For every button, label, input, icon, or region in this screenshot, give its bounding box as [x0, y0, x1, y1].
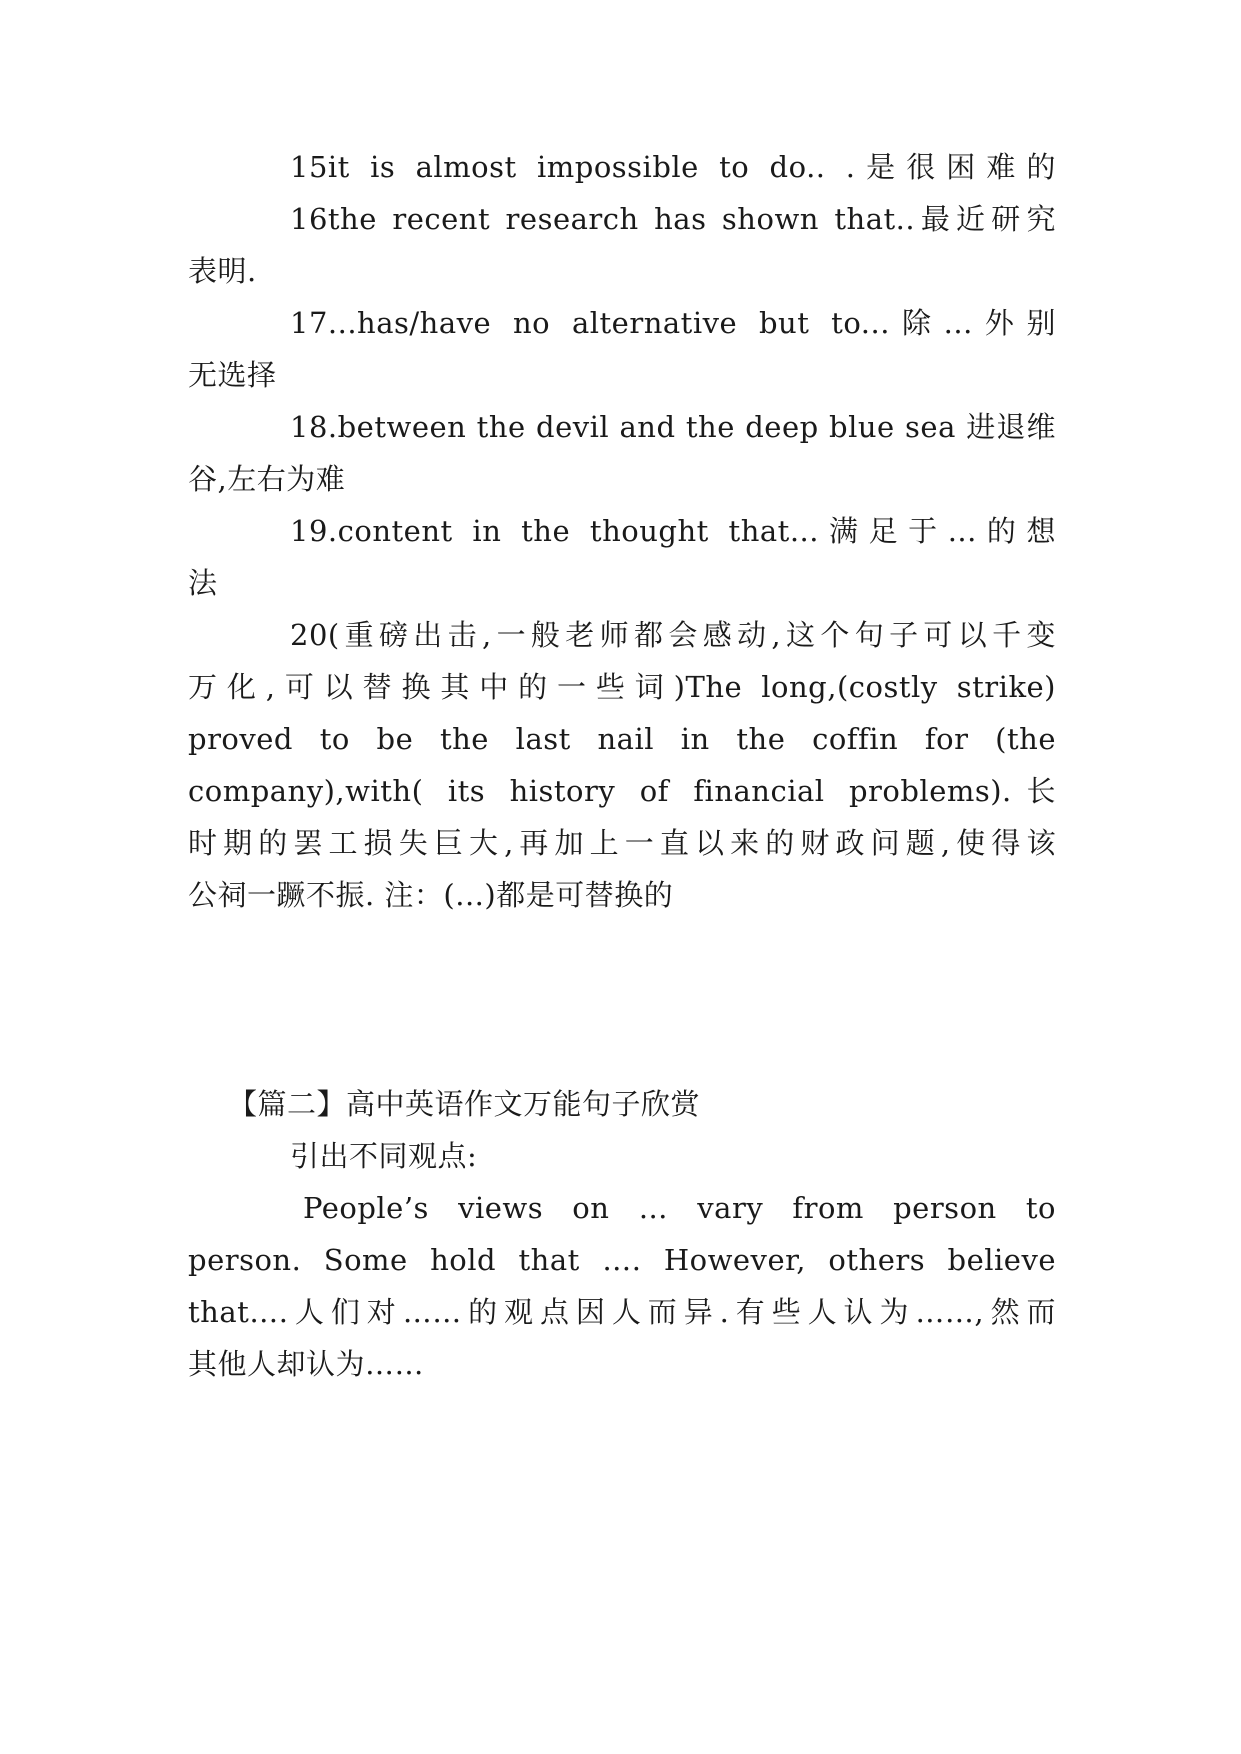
- section-2-subheading: 引出不同观点:: [290, 1139, 478, 1173]
- section-2-heading: 【篇二】高中英语作文万能句子欣赏: [228, 1087, 701, 1121]
- item-20-line-6: 公祠一蹶不振. 注：(...)都是可替换的: [188, 878, 674, 912]
- item-18-continuation: 谷,左右为难: [188, 462, 346, 496]
- item-17-continuation: 无选择: [188, 358, 277, 392]
- item-16-continuation: 表明.: [188, 254, 257, 288]
- section-2-paragraph-line-3: that….人们对……的观点因人而异.有些人认为……,然而: [188, 1295, 1056, 1329]
- section-2-paragraph-line-2: person. Some hold that …. However, others believe: [188, 1243, 1056, 1277]
- item-16-text: 16the recent research has shown that..最近研究: [290, 202, 1056, 236]
- item-20-line-3: proved to be the last nail in the coffin for (the: [188, 722, 1056, 756]
- item-20-text: 20(重磅出击,一般老师都会感动,这个句子可以千变: [290, 618, 1056, 652]
- item-20-line-4: company),with( its history of financial problems).长: [188, 774, 1056, 808]
- item-20-line-5: 时期的罢工损失巨大,再加上一直以来的财政问题,使得该: [188, 826, 1056, 860]
- item-19-text: 19.content in the thought that...满足于...的想: [290, 514, 1056, 548]
- section-2-paragraph-line-4: 其他人却认为……: [188, 1347, 425, 1381]
- item-20-line-2: 万化,可以替换其中的一些词)The long,(costly strike): [188, 670, 1056, 704]
- item-19-continuation: 法: [188, 566, 218, 600]
- item-17-text: 17...has/have no alternative but to...除...外别: [290, 306, 1056, 340]
- item-18-text: 18.between the devil and the deep blue sea 进退维: [290, 410, 1056, 444]
- section-2-paragraph-line-1: People’s views on … vary from person to: [303, 1191, 1056, 1225]
- item-15-text: 15it is almost impossible to do.. .是很困难的: [290, 150, 1056, 184]
